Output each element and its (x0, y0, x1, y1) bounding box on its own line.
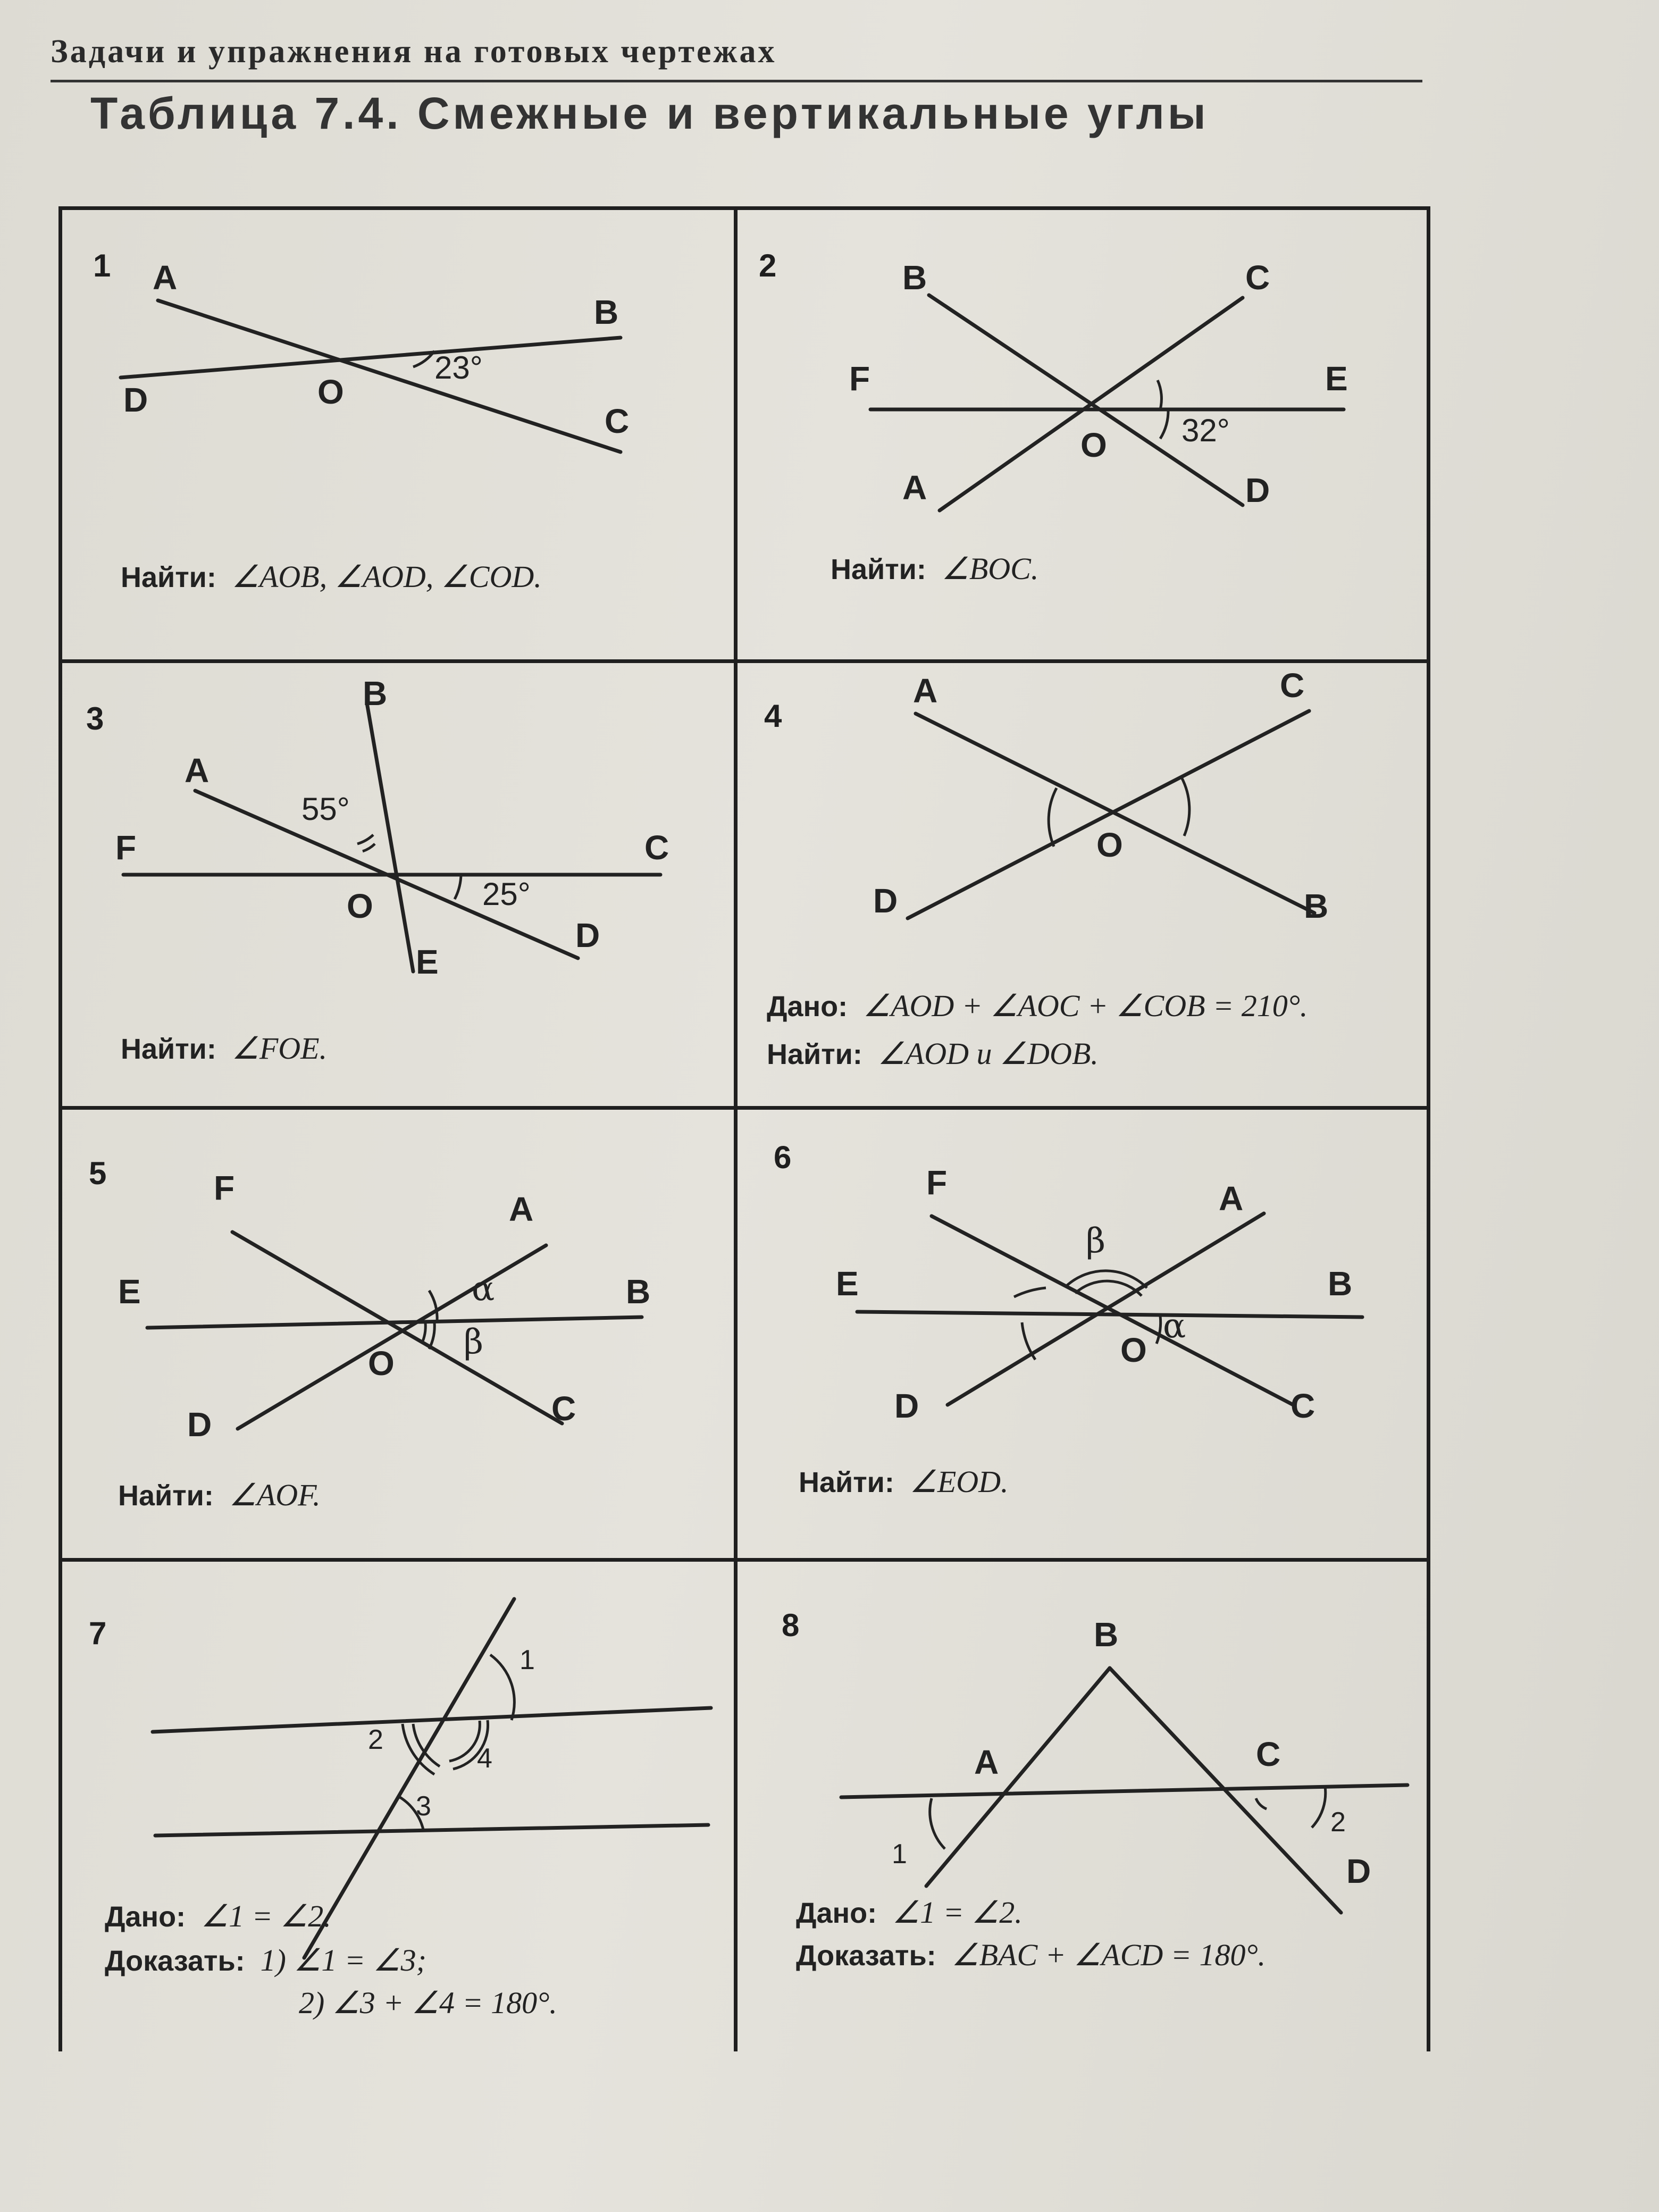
problem-number: 1 (93, 248, 111, 283)
problem-prove: Доказать: ∠BAC + ∠ACD = 180°. (796, 1938, 1266, 1972)
angle-arc-cob (1182, 777, 1189, 836)
point-d: D (187, 1405, 212, 1444)
beta-label: β (1086, 1221, 1105, 1261)
point-a: A (902, 468, 927, 507)
point-b: B (1094, 1615, 1119, 1654)
problem-task: Найти: ∠AOF. (118, 1478, 321, 1512)
grid-row-divider-2 (58, 1106, 1430, 1110)
point-o: O (368, 1344, 395, 1382)
problem-8 (738, 1562, 1427, 2051)
problem-3 (62, 663, 734, 1106)
problem-task: Найти: ∠EOD. (799, 1464, 1009, 1499)
point-o: O (347, 887, 373, 925)
angle-arc-2 (1312, 1787, 1326, 1828)
angle-value: 23° (434, 350, 483, 386)
point-a: A (509, 1190, 534, 1228)
point-o: O (1080, 426, 1107, 464)
line-be (367, 703, 413, 971)
grid-left-border (58, 206, 62, 2051)
point-f: F (849, 359, 870, 398)
line-fc (232, 1232, 562, 1423)
problem-6 (738, 1110, 1427, 1558)
problem-number: 7 (89, 1615, 107, 1651)
beta-label: β (464, 1322, 483, 1362)
angle-arc-32 (1160, 409, 1168, 439)
problem-number: 3 (86, 701, 104, 736)
angle-value: 32° (1182, 413, 1230, 448)
line-fc (932, 1216, 1293, 1405)
problem-task: Найти: ∠AOB, ∠AOD, ∠COD. (121, 559, 542, 594)
point-o: O (1096, 826, 1123, 864)
line-eb (857, 1312, 1362, 1317)
table-title: Таблица 7.4. Смежные и вертикальные углы (90, 88, 1209, 138)
segment-ab (926, 1668, 1110, 1886)
angle-arc-alpha (1157, 1316, 1161, 1344)
problem-number: 8 (782, 1607, 800, 1643)
point-o: O (1120, 1331, 1147, 1369)
point-a: A (913, 672, 938, 710)
problem-given: Дано: ∠1 = ∠2. (105, 1899, 331, 1933)
problem-given: Дано: ∠1 = ∠2. (796, 1895, 1023, 1930)
point-c: C (644, 828, 669, 867)
problem-number: 2 (759, 248, 777, 283)
angle-number-2: 2 (368, 1724, 383, 1755)
angle-arc-beta-outer (1067, 1271, 1147, 1288)
problem-prove: Доказать: 1) ∠1 = ∠3; (105, 1943, 426, 1978)
line-dc (908, 711, 1309, 918)
problem-5 (62, 1110, 734, 1558)
point-a: A (1219, 1179, 1244, 1218)
problem-4 (738, 663, 1427, 1106)
point-e: E (118, 1272, 141, 1311)
problem-number: 5 (89, 1155, 107, 1191)
parallel-line-lower (155, 1825, 708, 1836)
point-c: C (1280, 666, 1305, 705)
angle-arc-2-outer (403, 1724, 434, 1774)
angle-arc-1 (490, 1655, 514, 1720)
point-f: F (214, 1169, 235, 1207)
problem-task: Найти: ∠FOE. (121, 1031, 328, 1066)
angle-number-3: 3 (416, 1791, 431, 1822)
point-c: C (1291, 1387, 1316, 1425)
point-e: E (416, 943, 439, 981)
transversal (304, 1599, 514, 1958)
point-f: F (926, 1163, 948, 1202)
point-a: A (974, 1743, 999, 1781)
problem-number: 6 (774, 1139, 792, 1175)
angle-arc-beta-outer (429, 1322, 434, 1349)
point-a: A (185, 751, 210, 790)
alpha-label: α (1163, 1306, 1186, 1346)
angle-arc-alpha (429, 1291, 437, 1321)
angle-number-2: 2 (1330, 1807, 1346, 1838)
line-ac (940, 298, 1243, 510)
point-b: B (594, 293, 619, 331)
point-d: D (894, 1387, 919, 1425)
point-e: E (1325, 359, 1348, 398)
angle-arc-acd (1256, 1798, 1267, 1809)
angle-arc-1 (930, 1798, 945, 1849)
angle-arc-beta-inner (422, 1323, 425, 1344)
point-d: D (575, 916, 600, 954)
problem-2 (738, 210, 1427, 659)
problem-number: 4 (764, 698, 782, 734)
line-ac (841, 1785, 1407, 1797)
point-b: B (1304, 887, 1329, 925)
grid-row-divider-1 (58, 659, 1430, 663)
grid-row-divider-3 (58, 1558, 1430, 1562)
angle-value-25: 25° (482, 876, 531, 912)
point-e: E (836, 1264, 859, 1303)
point-f: F (115, 828, 137, 867)
header-rule (51, 80, 1422, 82)
problem-task: Найти: ∠BOC. (831, 551, 1039, 586)
point-d: D (1346, 1852, 1371, 1890)
book-title: Задачи и упражнения на готовых чертежах (51, 33, 777, 70)
point-o: O (317, 373, 344, 411)
angle-arc-25 (455, 875, 461, 899)
angle-value-55: 55° (301, 791, 350, 827)
point-d: D (873, 882, 898, 920)
angle-arc-eoc (1158, 380, 1161, 409)
problem-task: Найти: ∠AOD и ∠DOB. (767, 1036, 1099, 1071)
problem-8-diagram (738, 1562, 1427, 2051)
parallel-line-upper (153, 1708, 711, 1732)
angle-number-4: 4 (477, 1743, 492, 1774)
angle-arc-eof (1014, 1288, 1046, 1297)
alpha-label: α (472, 1269, 495, 1309)
line-bd (929, 295, 1243, 505)
point-b: B (1328, 1264, 1353, 1303)
problem-7 (62, 1562, 734, 2051)
point-c: C (1245, 258, 1270, 297)
grid-center-divider (734, 206, 738, 2051)
point-d: D (123, 381, 148, 419)
point-d: D (1245, 471, 1270, 509)
grid-right-border (1427, 206, 1430, 2051)
angle-arc-55-outer (357, 835, 373, 844)
point-c: C (551, 1389, 576, 1428)
angle-arc-aod (1049, 788, 1057, 847)
angle-number-1: 1 (892, 1839, 907, 1870)
point-c: C (1256, 1735, 1281, 1773)
problem-1 (62, 210, 734, 659)
line-da (948, 1213, 1264, 1405)
problem-given: Дано: ∠AOD + ∠AOC + ∠COB = 210°. (767, 988, 1308, 1023)
line-da (238, 1245, 546, 1429)
line-ac (158, 300, 621, 452)
point-a: A (153, 258, 178, 297)
angle-number-1: 1 (520, 1645, 535, 1675)
point-c: C (605, 402, 630, 440)
point-b: B (363, 674, 388, 713)
grid-top-border (58, 206, 1430, 210)
problem-prove-item-2: 2) ∠3 + ∠4 = 180°. (299, 1985, 557, 2020)
point-b: B (626, 1272, 651, 1311)
angle-arc-55-inner (363, 844, 375, 851)
point-b: B (902, 258, 927, 297)
